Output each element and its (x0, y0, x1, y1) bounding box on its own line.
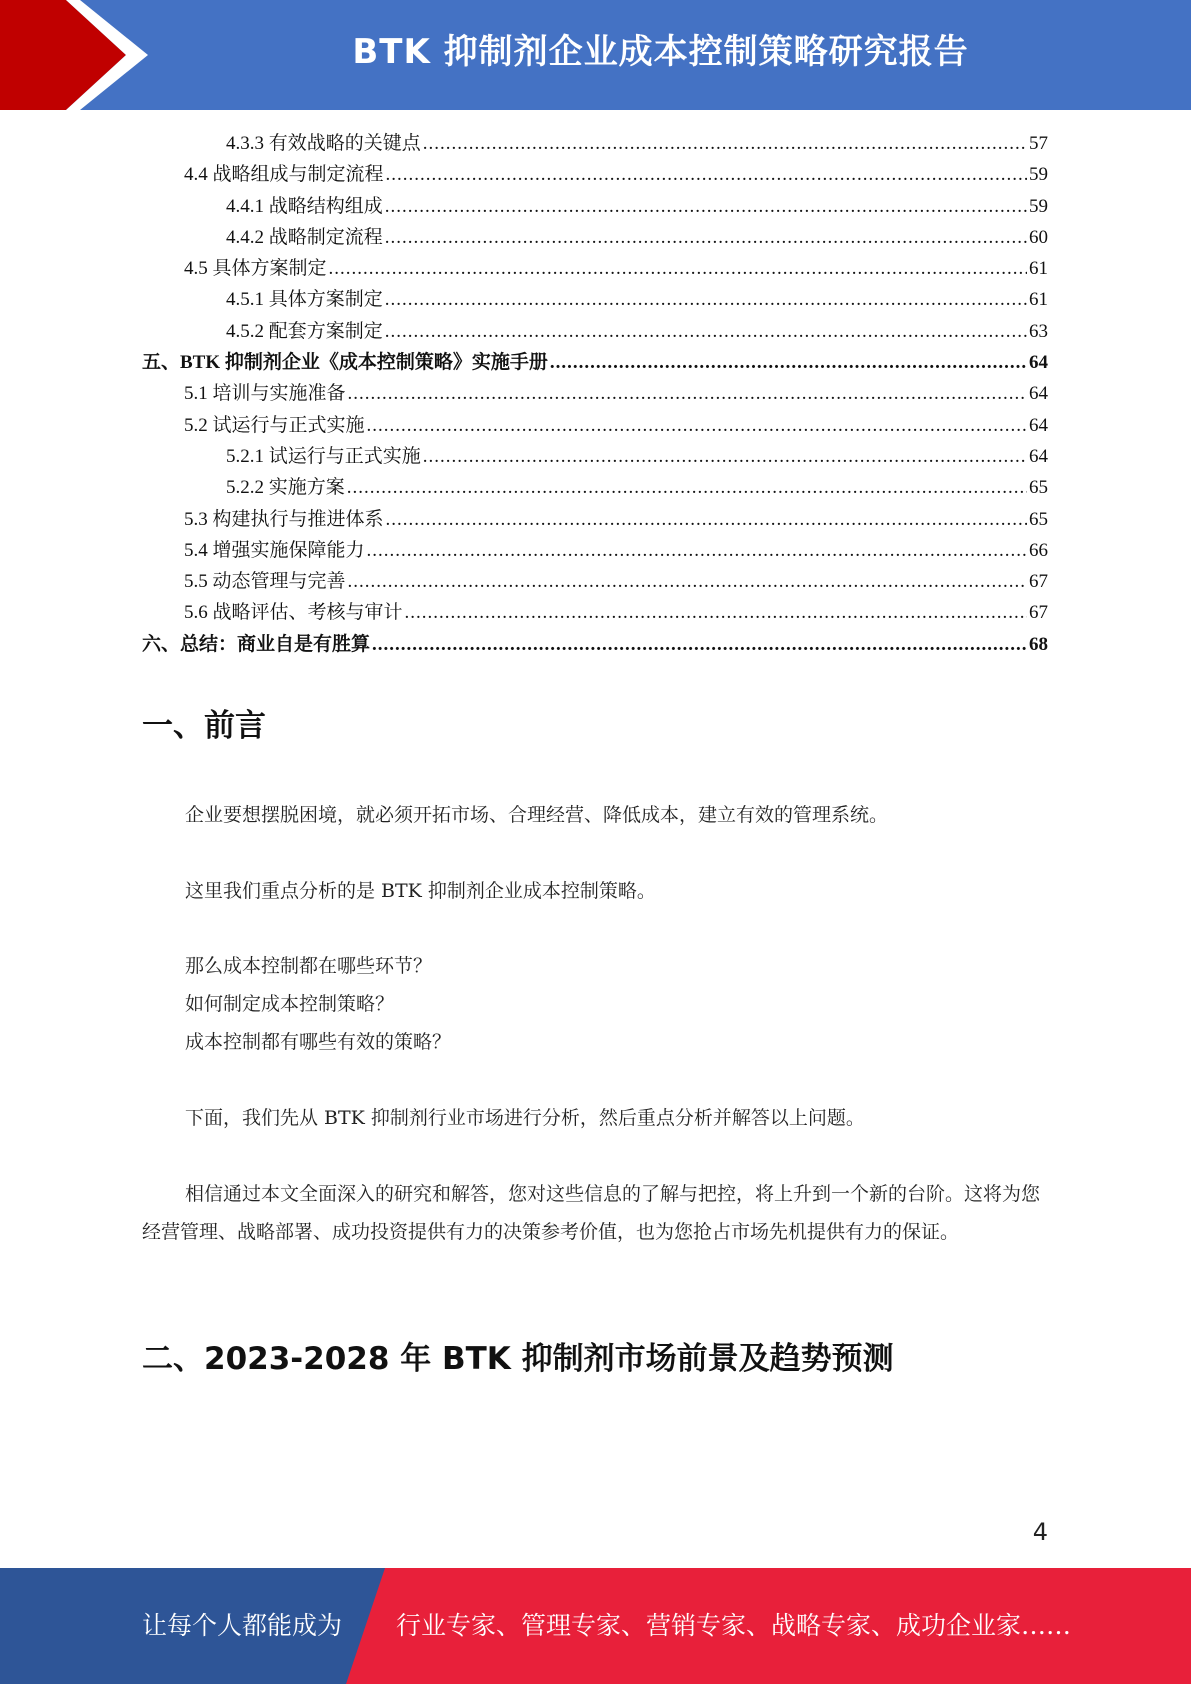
toc-entry[interactable] (142, 316, 1048, 347)
toc-entry-title: 4.5 具体方案制定 (184, 258, 327, 280)
toc-entry-page: 66 (1029, 539, 1048, 561)
toc-entry-page: 59 (1029, 195, 1048, 217)
table-of-contents (142, 128, 1048, 660)
preface-paragraph-1: 企业要想摆脱困境，就必须开拓市场、合理经营、降低成本，建立有效的管理系统。 (185, 804, 889, 826)
toc-leader-dots (385, 222, 1027, 253)
toc-entry[interactable] (142, 222, 1048, 253)
toc-entry-page: 64 (1029, 352, 1048, 374)
toc-entry-title: 5.3 构建执行与推进体系 (184, 508, 384, 530)
preface-question-1: 那么成本控制都在哪些环节？ (185, 955, 433, 977)
toc-entry-title: 4.5.1 具体方案制定 (226, 289, 383, 311)
preface-paragraph-3: 下面，我们先从 BTK 抑制剂行业市场进行分析，然后重点分析并解答以上问题。 (185, 1107, 865, 1129)
toc-entry-title: 5.1 培训与实施准备 (184, 383, 346, 405)
toc-entry-page: 65 (1029, 477, 1048, 499)
toc-entry-title: 五、BTK 抑制剂企业《成本控制策略》实施手册 (142, 352, 548, 374)
toc-leader-dots (386, 504, 1027, 535)
page-header (0, 0, 1191, 110)
toc-entry-page: 64 (1029, 383, 1048, 405)
toc-leader-dots (329, 253, 1027, 284)
toc-leader-dots (550, 347, 1027, 378)
toc-entry-title: 4.3.3 有效战略的关键点 (226, 133, 421, 154)
footer-slogan-left: 让每个人都能成为 (142, 1611, 343, 1640)
toc-entry-title: 5.5 动态管理与完善 (184, 571, 346, 593)
preface-question-2: 如何制定成本控制策略？ (185, 993, 395, 1015)
page-number: 4 (1032, 1518, 1048, 1546)
toc-entry-title: 5.6 战略评估、考核与审计 (184, 602, 403, 624)
toc-entry-page: 64 (1029, 414, 1048, 436)
toc-entry-page: 64 (1029, 445, 1048, 467)
toc-entry[interactable] (142, 629, 1048, 660)
toc-leader-dots (348, 566, 1027, 597)
toc-entry-page: 67 (1029, 571, 1048, 593)
toc-entry-page: 59 (1029, 164, 1048, 186)
toc-entry[interactable] (142, 128, 1048, 159)
toc-leader-dots (385, 316, 1027, 347)
toc-leader-dots (348, 378, 1027, 409)
toc-entry[interactable] (142, 504, 1048, 535)
preface-paragraph-2: 这里我们重点分析的是 BTK 抑制剂企业成本控制策略。 (185, 880, 656, 902)
toc-entry-page: 57 (1029, 133, 1048, 154)
toc-entry-title: 5.2.2 实施方案 (226, 477, 345, 499)
toc-leader-dots (372, 629, 1027, 660)
toc-entry-title: 4.5.2 配套方案制定 (226, 320, 383, 342)
toc-leader-dots (347, 472, 1027, 503)
footer-slogan-right: 行业专家、管理专家、营销专家、战略专家、成功企业家…… (396, 1611, 1072, 1640)
toc-entry[interactable] (142, 410, 1048, 441)
toc-entry[interactable] (142, 284, 1048, 315)
toc-entry-page: 63 (1029, 320, 1048, 342)
toc-entry[interactable] (142, 159, 1048, 190)
toc-entry-page: 68 (1029, 633, 1048, 655)
toc-entry[interactable] (142, 597, 1048, 628)
toc-entry-title: 六、总结：商业自是有胜算 (142, 633, 371, 655)
toc-leader-dots (423, 128, 1027, 159)
toc-entry[interactable] (142, 253, 1048, 284)
toc-leader-dots (367, 410, 1027, 441)
toc-entry-page: 61 (1029, 258, 1048, 280)
section-heading-market-forecast: 二、2023-2028 年 BTK 抑制剂市场前景及趋势预测 (142, 1341, 894, 1377)
toc-entry[interactable] (142, 441, 1048, 472)
preface-question-3: 成本控制都有哪些有效的策略？ (185, 1031, 452, 1053)
toc-entry-title: 5.2.1 试运行与正式实施 (226, 445, 421, 467)
toc-entry-page: 61 (1029, 289, 1048, 311)
toc-entry-title: 4.4.2 战略制定流程 (226, 226, 383, 248)
toc-entry[interactable] (142, 566, 1048, 597)
report-title: BTK 抑制剂企业成本控制策略研究报告 (352, 32, 969, 72)
toc-entry-page: 67 (1029, 602, 1048, 624)
toc-leader-dots (405, 597, 1027, 628)
preface-paragraph-4: 相信通过本文全面深入的研究和解答，您对这些信息的了解与把控，将上升到一个新的台阶。这将为您经营管理、战略部署、成功投资提供有力的决策参考价值，也为您抢占市场先机提供有力的保证。 (142, 1183, 1041, 1243)
section-heading-preface: 一、前言 (142, 708, 266, 744)
toc-entry-title: 5.4 增强实施保障能力 (184, 539, 365, 561)
toc-entry[interactable] (142, 378, 1048, 409)
toc-entry[interactable] (142, 191, 1048, 222)
toc-entry[interactable] (142, 535, 1048, 566)
toc-entry-title: 4.4 战略组成与制定流程 (184, 164, 384, 186)
toc-leader-dots (386, 159, 1027, 190)
toc-leader-dots (367, 535, 1027, 566)
toc-entry-title: 4.4.1 战略结构组成 (226, 195, 383, 217)
page-footer (0, 1568, 1191, 1684)
toc-leader-dots (423, 441, 1027, 472)
toc-leader-dots (385, 191, 1027, 222)
toc-leader-dots (385, 284, 1027, 315)
toc-entry-title: 5.2 试运行与正式实施 (184, 414, 365, 436)
toc-entry[interactable] (142, 347, 1048, 378)
toc-entry[interactable] (142, 472, 1048, 503)
toc-entry-page: 60 (1029, 226, 1048, 248)
toc-entry-page: 65 (1029, 508, 1048, 530)
